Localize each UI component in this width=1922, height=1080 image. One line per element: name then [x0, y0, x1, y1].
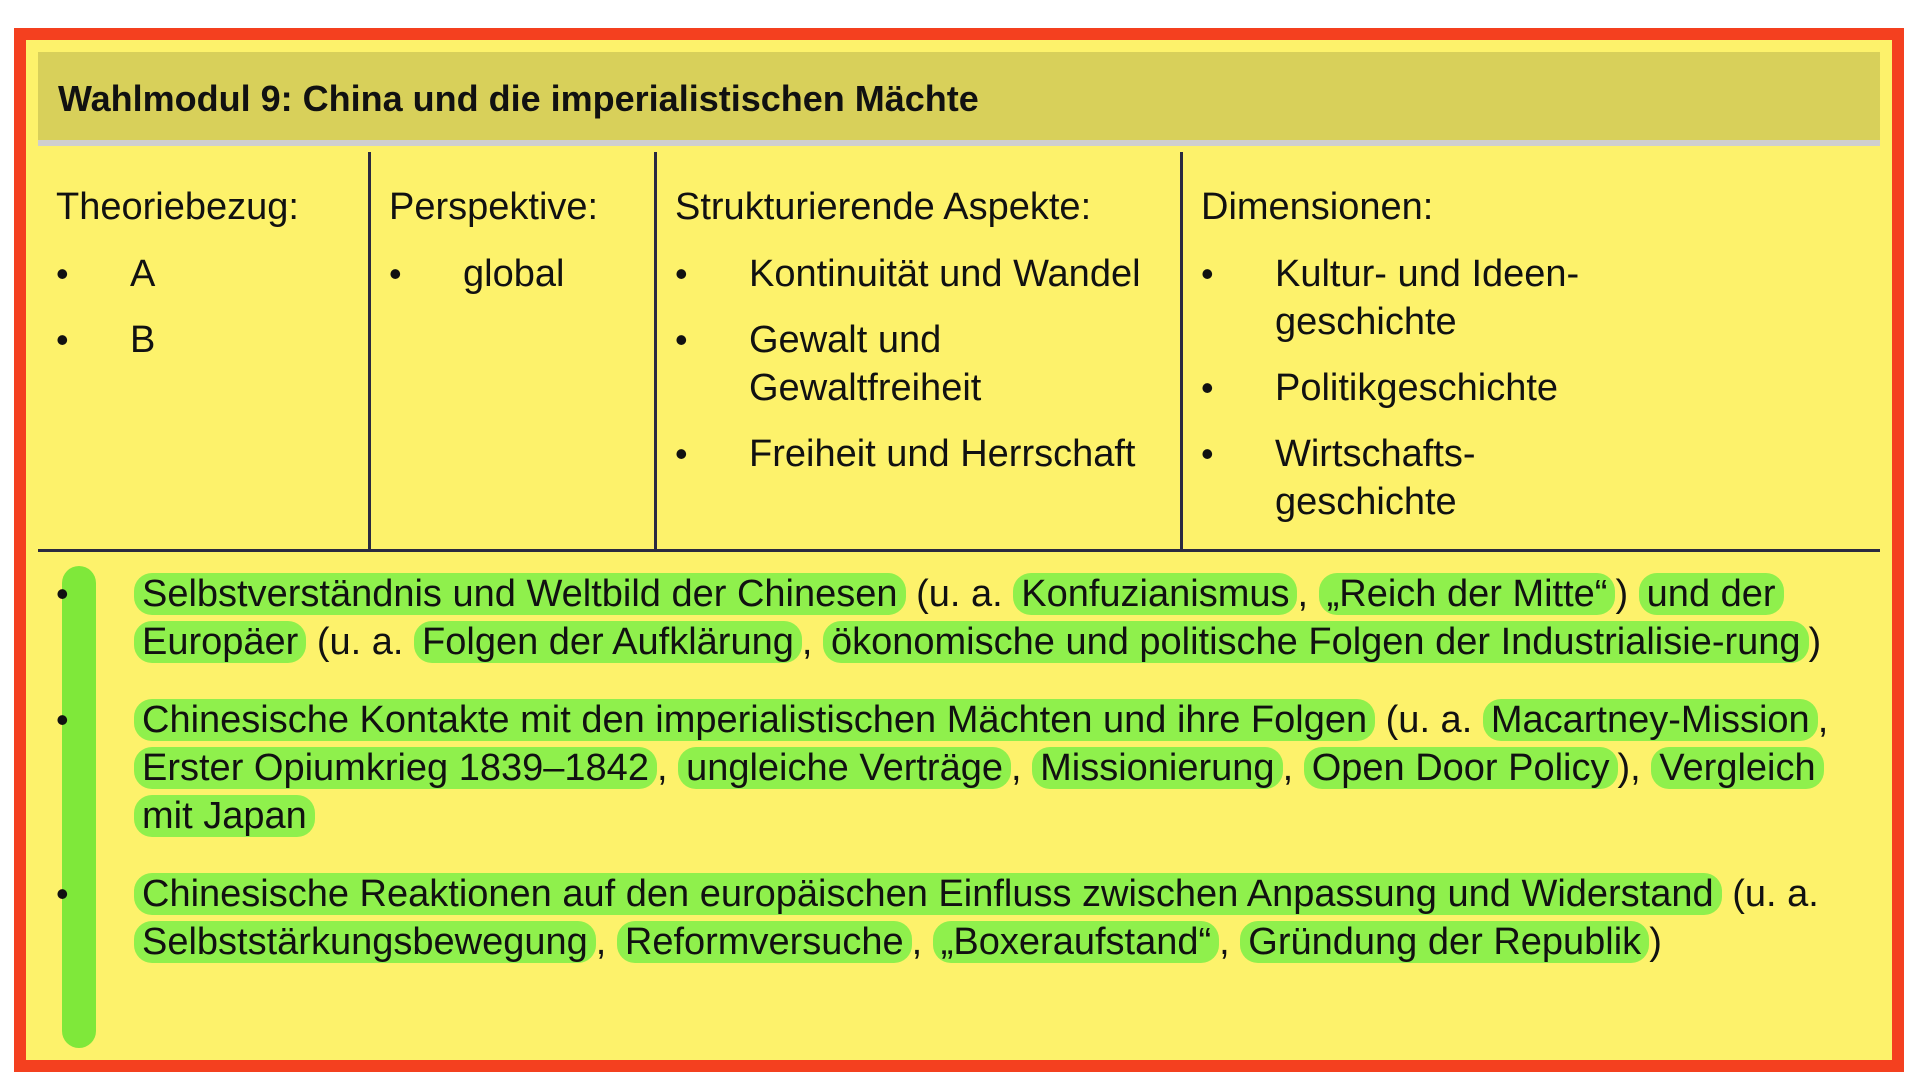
text-segment: ) [1615, 573, 1639, 615]
column-list [1201, 250, 1870, 544]
highlighted-text: Missionierung [1032, 747, 1282, 789]
column-dimensionen [1180, 152, 1880, 549]
text-segment: , [1219, 921, 1241, 963]
list-item: • Kultur- und Ideen- geschichte [1201, 250, 1870, 346]
text-segment: (u. a. [306, 621, 415, 663]
column-title: Theoriebezug: [56, 186, 299, 228]
highlighted-text: Chinesische Kontakte mit den imperialistischen Mächten und ihre Folgen [134, 699, 1375, 741]
module-header [38, 52, 1880, 146]
column-list [675, 250, 1170, 496]
highlighted-text: Folgen der Aufklärung [414, 621, 802, 663]
highlighted-text: Macartney-Mission [1483, 699, 1818, 741]
text-segment: , [911, 921, 933, 963]
topics-list [56, 570, 1848, 996]
highlighted-text: Open Door Policy [1304, 747, 1618, 789]
list-item: • Kontinuität und Wandel [675, 250, 1170, 298]
text-segment: , [1817, 699, 1829, 741]
list-item: • Freiheit und Herrschaft [675, 430, 1170, 478]
bullet-icon: • [56, 699, 69, 740]
bullet-icon: • [56, 573, 69, 614]
list-item: • Gewalt und Gewaltfreiheit [675, 316, 1170, 412]
topics-section [38, 554, 1880, 1048]
column-title: Dimensionen: [1201, 186, 1434, 228]
highlighted-text: Vergleich mit Japan [134, 747, 1824, 837]
highlighted-text: und der Europäer [134, 573, 1784, 663]
highlighted-text: „Boxeraufstand“ [933, 921, 1219, 963]
column-title: Perspektive: [389, 186, 599, 228]
highlighted-text: Selbstverständnis und Weltbild der Chinesen [134, 573, 906, 615]
highlighted-text: ökonomische und politische Folgen der Industrialisie-rung [823, 621, 1809, 663]
column-theoriebezug [38, 152, 368, 549]
info-columns [38, 152, 1880, 552]
list-item: • B [56, 316, 358, 364]
topic-item [56, 870, 1848, 966]
column-list [56, 250, 358, 382]
topic-item [56, 570, 1848, 666]
text-segment: (u. a. [1721, 873, 1819, 915]
text-segment: , [1282, 747, 1304, 789]
highlighted-text: Gründung der Republik [1240, 921, 1649, 963]
highlighted-text: Selbststärkungsbewegung [134, 921, 596, 963]
highlight-marker-bar [62, 566, 96, 1048]
highlighted-text: Chinesische Reaktionen auf den europäischen Einfluss zwischen Anpassung und Widerstand [134, 873, 1722, 915]
text-segment: (u. a. [905, 573, 1014, 615]
text-segment: ) [1649, 921, 1662, 963]
text-segment: , [656, 747, 679, 789]
list-item: • A [56, 250, 358, 298]
module-frame [14, 28, 1904, 1072]
text-segment: ), [1617, 747, 1652, 789]
highlighted-text: Erster Opiumkrieg 1839–1842 [134, 747, 657, 789]
bullet-icon: • [56, 873, 69, 914]
column-list [389, 250, 644, 316]
text-segment: , [595, 921, 617, 963]
list-item: • Wirtschafts- geschichte [1201, 430, 1870, 526]
text-segment: (u. a. [1375, 699, 1483, 741]
text-segment: ) [1808, 621, 1822, 663]
column-strukturierende-aspekte [654, 152, 1180, 549]
list-item: • Politikgeschichte [1201, 364, 1870, 412]
text-segment: , [801, 621, 823, 663]
list-item: • global [389, 250, 644, 298]
highlighted-text: Konfuzianismus [1013, 573, 1297, 615]
text-segment: , [1010, 747, 1033, 789]
column-perspektive [368, 152, 654, 549]
highlighted-text: ungleiche Verträge [678, 747, 1011, 789]
topic-item [56, 696, 1848, 840]
highlighted-text: Reformversuche [617, 921, 912, 963]
module-title: Wahlmodul 9: China und die imperialistischen Mächte [58, 78, 979, 119]
column-title: Strukturierende Aspekte: [675, 186, 1092, 228]
text-segment: , [1297, 573, 1319, 615]
highlighted-text: „Reich der Mitte“ [1319, 573, 1616, 615]
